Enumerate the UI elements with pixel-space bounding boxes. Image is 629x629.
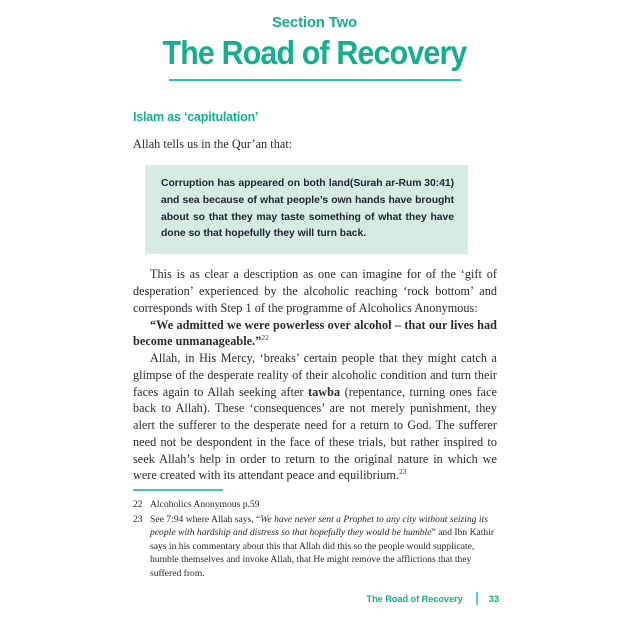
page-header [0,0,629,81]
quote-text: Corruption has appeared on both land and sea because of what people’s own hands have brought about so that they may taste something of what they have done so that hopefully they will turn back. [161,177,454,240]
page-footer [0,592,629,605]
footer-separator [476,592,478,605]
footnote-item [133,513,497,581]
footnote-marker-23[interactable]: 23 [398,467,407,477]
paragraph-3 [133,350,497,484]
footnote-text-plain: Alcoholics Anonymous p.59 [150,499,260,510]
paragraph-3-part-a: Allah, in His Mercy, ‘breaks’ certain people that they might catch a glimpse of the desperate reality of their alcoholic condition and turn their faces again to Allah seeking after [133,351,497,399]
keyword-tawba: tawba [308,384,341,399]
page-number: 33 [488,593,499,604]
body-text-block [133,266,497,484]
footnote-marker-22[interactable]: 22 [261,333,269,343]
paragraph-2 [133,317,497,351]
aa-step-quote: “We admitted we were powerless over alcohol – that our lives had become unmanageable.” [133,317,497,349]
quote-body [161,176,454,243]
footnote-text-after: ” and Ibn Kathir says in his commentary about this that Allah did this so the people would supplicate, humble themselves and invoke Allah, that He might remove the afflictions that they suffered from. [150,527,495,580]
footer-title: The Road of Recovery [366,593,463,604]
footnote-number: 22 [133,499,143,510]
footnote-number: 23 [133,513,143,525]
page-title: The Road of Recovery [162,34,467,71]
quran-quote-box [145,165,468,254]
footnote-text [150,498,497,512]
footnote-divider [133,489,223,491]
footnote-text-before: See 7:94 where Allah says, “ [150,513,261,525]
title-divider [169,79,461,81]
footnote-quote-italic: We have never sent a Prophet to any city without seizing its people with hardship and distress so that hopefully they would be humble [150,513,488,539]
footnote-item [133,498,497,512]
quote-reference: (Surah ar-Rum 30:41) [349,177,454,189]
footnotes-section [133,489,497,582]
paragraph-3-part-b: (repentance, turning ones face back to Allah). These ‘consequences’ are not merely punishment, they alert the sufferer to the desperate need for a return to God. The sufferer need not be despondent in the face of these trials, but rather inspired to seek Allah’s help in order to return to the original nature in which we were created with its attendant peace and equilibrium. [133,384,498,483]
section-label: Section Two [271,14,358,31]
paragraph-1: This is as clear a description as one can imagine for of the ‘gift of desperation’ experienced by the alcoholic reaching ‘rock bottom’ and corresponds with Step 1 of the programme of Alcoholics Anonymous: [133,267,497,315]
main-content [133,110,497,484]
lead-paragraph: Allah tells us in the Qur’an that: [133,137,293,151]
section-subheading: Islam as ‘capitulation’ [133,110,259,124]
footnote-text [150,513,497,581]
